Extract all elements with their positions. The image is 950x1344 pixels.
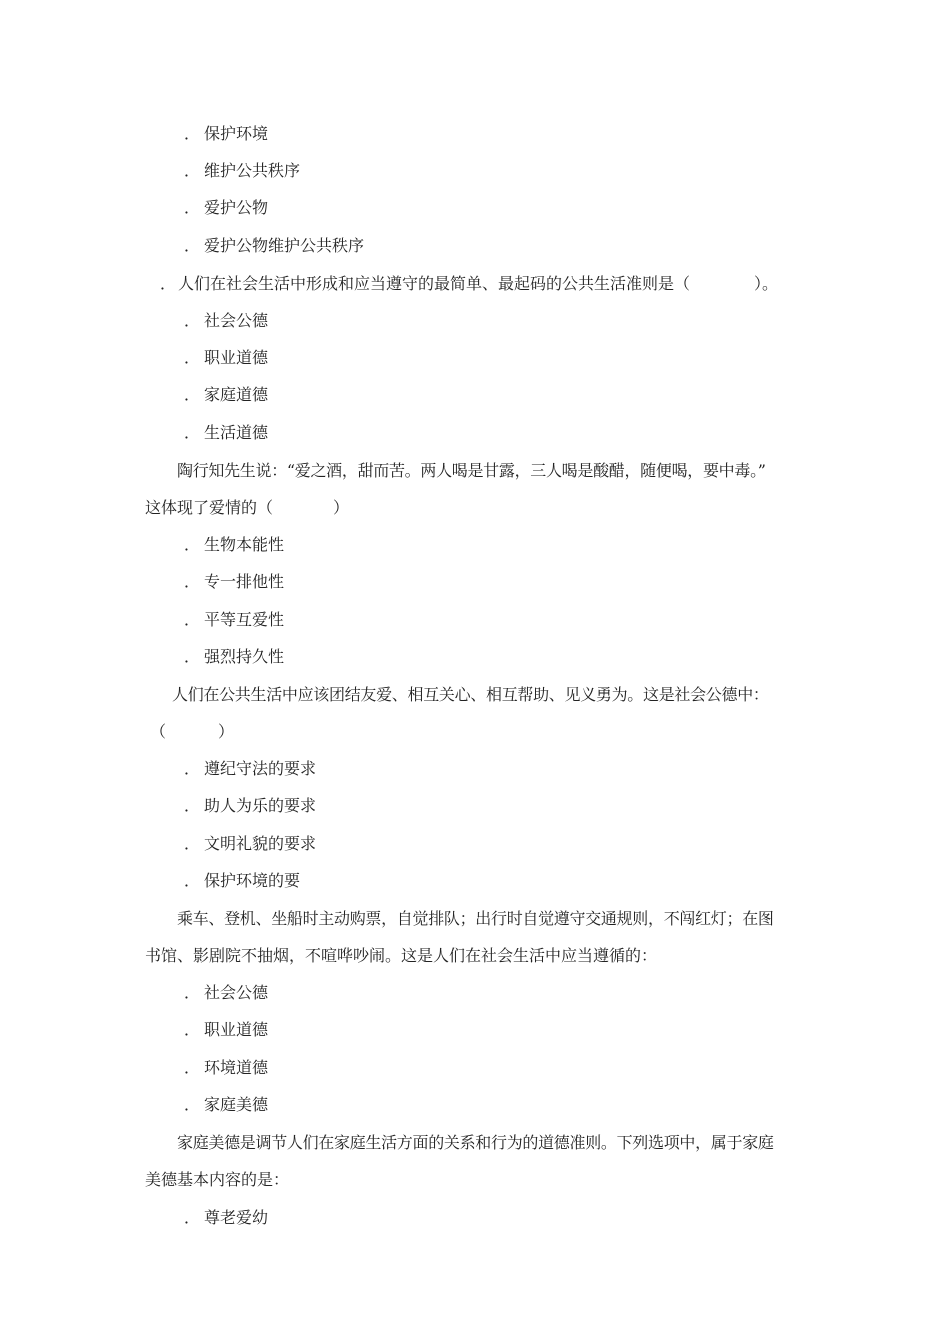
option-marker: ．	[184, 423, 201, 442]
option-marker: ．	[184, 759, 201, 778]
option-text: 保护环境的要	[204, 871, 301, 890]
question-text: 书馆、影剧院不抽烟，不喧哗吵闹。这是人们在社会生活中应当遵循的：	[145, 946, 658, 965]
question-after: ）	[333, 498, 350, 517]
option-text: 遵纪守法的要求	[204, 759, 317, 778]
option-marker: ．	[184, 610, 201, 629]
option-marker: ．	[184, 236, 201, 255]
question-text	[150, 722, 234, 742]
option-marker: ．	[184, 834, 201, 853]
option-marker: ．	[184, 311, 201, 330]
option-marker: ．	[184, 348, 201, 367]
option-marker: ．	[184, 647, 201, 666]
question-before: 人们在社会生活中形成和应当遵守的最简单、最起码的公共生活准则是（	[178, 274, 691, 293]
option-item	[184, 236, 364, 256]
option-item	[184, 796, 316, 816]
option-text: 家庭美德	[204, 1095, 269, 1114]
option-item	[184, 871, 300, 891]
question-text: 家庭美德是调节人们在家庭生活方面的关系和行为的道德准则。下列选项中，属于家庭	[177, 1133, 774, 1152]
option-item	[184, 647, 284, 667]
option-text: 爱护公物维护公共秩序	[204, 236, 365, 255]
option-item	[184, 423, 268, 443]
option-text: 爱护公物	[204, 198, 269, 217]
option-marker: ．	[184, 385, 201, 404]
option-marker: ．	[184, 983, 201, 1002]
option-item	[184, 610, 284, 630]
option-text: 社会公德	[204, 311, 269, 330]
question-text: 乘车、登机、坐船时主动购票，自觉排队；出行时自觉遵守交通规则，不闯红灯；在图	[177, 909, 774, 928]
option-item	[184, 983, 268, 1003]
question-marker: ．	[160, 274, 177, 293]
option-text: 家庭道德	[204, 385, 269, 404]
option-item	[184, 385, 268, 405]
option-text: 维护公共秩序	[204, 161, 301, 180]
option-marker: ．	[184, 871, 201, 890]
question-text: 人们在公共生活中应该团结友爱、相互关心、相互帮助、见义勇为。这是社会公德中：	[172, 685, 769, 704]
option-item	[184, 124, 268, 144]
question-text	[160, 274, 778, 294]
option-text: 职业道德	[204, 348, 269, 367]
option-item	[184, 1208, 268, 1228]
question-after: ）	[218, 722, 235, 741]
option-item	[184, 759, 316, 779]
option-marker: ．	[184, 796, 201, 815]
option-item	[184, 572, 284, 592]
option-marker: ．	[184, 1020, 201, 1039]
option-text: 生物本能性	[204, 535, 285, 554]
option-item	[184, 1058, 268, 1078]
option-text: 职业道德	[204, 1020, 269, 1039]
option-text: 保护环境	[204, 124, 269, 143]
option-item	[184, 1020, 268, 1040]
option-marker: ．	[184, 124, 201, 143]
option-text: 专一排他性	[204, 572, 285, 591]
option-text: 社会公德	[204, 983, 269, 1002]
option-item	[184, 834, 316, 854]
question-text: 美德基本内容的是：	[145, 1170, 290, 1189]
option-text: 文明礼貌的要求	[204, 834, 317, 853]
option-marker: ．	[184, 161, 201, 180]
option-marker: ．	[184, 198, 201, 217]
option-item	[184, 311, 268, 331]
question-after: ）。	[754, 274, 779, 293]
option-item	[184, 198, 268, 218]
option-item	[184, 348, 268, 368]
question-before: （	[150, 722, 167, 741]
option-text: 助人为乐的要求	[204, 796, 317, 815]
question-text: 陶行知先生说：“爱之酒，甜而苦。两人喝是甘露，三人喝是酸醋，随便喝，要中毒。”	[177, 461, 766, 480]
option-marker: ．	[184, 1208, 201, 1227]
option-text: 尊老爱幼	[204, 1208, 269, 1227]
option-text: 环境道德	[204, 1058, 269, 1077]
option-item	[184, 1095, 268, 1115]
question-text	[145, 498, 349, 518]
option-marker: ．	[184, 1095, 201, 1114]
option-text: 平等互爱性	[204, 610, 285, 629]
option-marker: ．	[184, 572, 201, 591]
question-before: 这体现了爱情的（	[145, 498, 274, 517]
option-item	[184, 161, 300, 181]
option-text: 生活道德	[204, 423, 269, 442]
option-marker: ．	[184, 535, 201, 554]
option-item	[184, 535, 284, 555]
option-marker: ．	[184, 1058, 201, 1077]
option-text: 强烈持久性	[204, 647, 285, 666]
